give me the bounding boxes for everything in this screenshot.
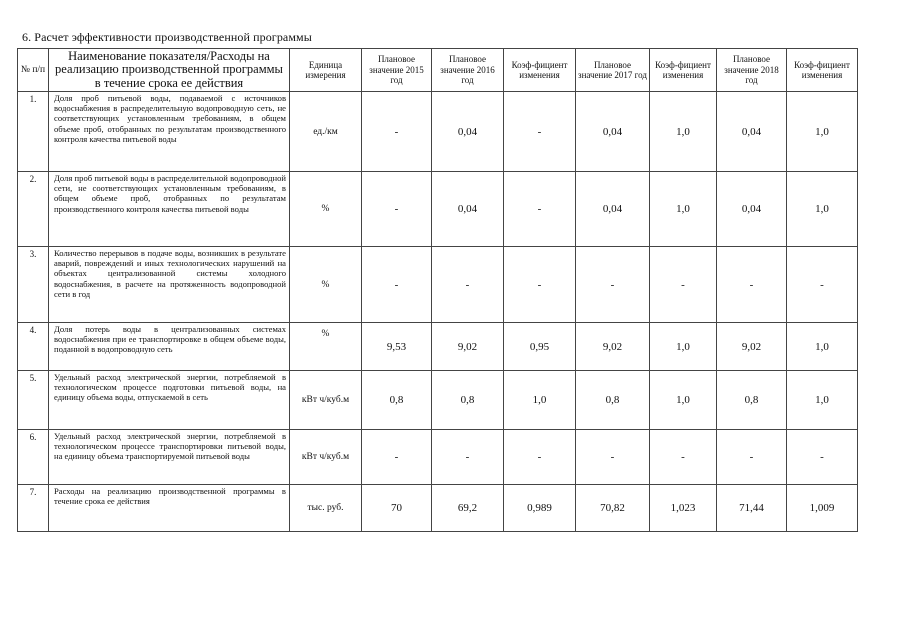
coef-2017-cell: 1,0: [650, 371, 717, 430]
coef-2018-cell: -: [787, 247, 858, 323]
table-row: [18, 247, 858, 323]
plan-2016-cell: -: [432, 430, 504, 485]
plan-2016-cell: 0,04: [432, 172, 504, 247]
plan-2018-cell: 9,02: [717, 323, 787, 371]
plan-2018-cell: -: [717, 430, 787, 485]
plan-2018-cell: 0,04: [717, 172, 787, 247]
coef-2016-cell: -: [504, 92, 576, 172]
coef-2018-cell: 1,009: [787, 485, 858, 532]
row-number: 6.: [18, 430, 49, 485]
coef-2018-cell: 1,0: [787, 172, 858, 247]
coef-2016-cell: 0,95: [504, 323, 576, 371]
row-number: 3.: [18, 247, 49, 323]
header-coef-2017: Коэф-фициент изменения: [650, 49, 717, 92]
table-row: [18, 323, 858, 371]
row-number: 2.: [18, 172, 49, 247]
row-number: 5.: [18, 371, 49, 430]
header-plan-2018: Плановое значение 2018 год: [717, 49, 787, 92]
plan-2015-cell: -: [362, 92, 432, 172]
plan-2018-cell: 0,04: [717, 92, 787, 172]
plan-2015-cell: 0,8: [362, 371, 432, 430]
indicator-name: Удельный расход электрической энергии, потребляемой в технологическом процессе транспортировки питьевой воды, на единицу объема транспортируемой питьевой воды: [49, 430, 290, 485]
plan-2018-cell: 71,44: [717, 485, 787, 532]
plan-2015-cell: 70: [362, 485, 432, 532]
unit-cell: %: [290, 323, 362, 371]
coef-2016-cell: -: [504, 172, 576, 247]
indicator-name: Доля проб питьевой воды, подаваемой с источников водоснабжения в распределительную водопроводную сеть, не соответствующих установленным требованиям, в общем объеме проб, отобранных по результатам производственного контроля качества питьевой воды: [49, 92, 290, 172]
indicator-name: Расходы на реализацию производственной программы в течение срока ее действия: [49, 485, 290, 532]
header-unit: Единица измерения: [290, 49, 362, 92]
efficiency-table: [17, 48, 858, 532]
indicator-name: Удельный расход электрической энергии, потребляемой в технологическом процессе подготовки питьевой воды, на единицу объема воды, отпускаемой в сеть: [49, 371, 290, 430]
unit-cell: %: [290, 247, 362, 323]
coef-2016-cell: -: [504, 247, 576, 323]
coef-2017-cell: 1,0: [650, 172, 717, 247]
plan-2017-cell: 0,04: [576, 92, 650, 172]
header-coef-2018: Коэф-фициент изменения: [787, 49, 858, 92]
table-row: [18, 485, 858, 532]
unit-cell: кВт ч/куб.м: [290, 371, 362, 430]
coef-2016-cell: 1,0: [504, 371, 576, 430]
row-number: 1.: [18, 92, 49, 172]
coef-2016-cell: 0,989: [504, 485, 576, 532]
table-row: [18, 430, 858, 485]
plan-2017-cell: 70,82: [576, 485, 650, 532]
coef-2018-cell: -: [787, 430, 858, 485]
plan-2015-cell: 9,53: [362, 323, 432, 371]
indicator-name: Количество перерывов в подаче воды, возникших в результате аварий, повреждений и иных технологических нарушений на объектах централизованной системы холодного водоснабжения, в расчете на протяженность водопроводной сети в год: [49, 247, 290, 323]
table-row: [18, 172, 858, 247]
plan-2018-cell: 0,8: [717, 371, 787, 430]
plan-2016-cell: -: [432, 247, 504, 323]
unit-cell: кВт ч/куб.м: [290, 430, 362, 485]
coef-2018-cell: 1,0: [787, 323, 858, 371]
header-name: Наименование показателя/Расходы на реализацию производственной программы в течение срока ее действия: [49, 49, 290, 92]
page-title: 6. Расчет эффективности производственной программы: [22, 30, 312, 44]
unit-cell: тыс. руб.: [290, 485, 362, 532]
plan-2016-cell: 0,8: [432, 371, 504, 430]
coef-2017-cell: 1,0: [650, 323, 717, 371]
coef-2017-cell: -: [650, 430, 717, 485]
table-header-row: [18, 49, 858, 92]
indicator-name: Доля потерь воды в централизованных системах водоснабжения при ее транспортировке в общем объеме воды, поданной в водопроводную сеть: [49, 323, 290, 371]
plan-2017-cell: 9,02: [576, 323, 650, 371]
plan-2015-cell: -: [362, 247, 432, 323]
header-plan-2016: Плановое значение 2016 год: [432, 49, 504, 92]
coef-2017-cell: -: [650, 247, 717, 323]
unit-cell: ед./км: [290, 92, 362, 172]
plan-2016-cell: 9,02: [432, 323, 504, 371]
unit-cell: %: [290, 172, 362, 247]
plan-2015-cell: -: [362, 430, 432, 485]
coef-2017-cell: 1,023: [650, 485, 717, 532]
coef-2018-cell: 1,0: [787, 371, 858, 430]
row-number: 7.: [18, 485, 49, 532]
plan-2016-cell: 0,04: [432, 92, 504, 172]
table-row: [18, 371, 858, 430]
row-number: 4.: [18, 323, 49, 371]
header-plan-2015: Плановое значение 2015 год: [362, 49, 432, 92]
coef-2016-cell: -: [504, 430, 576, 485]
plan-2017-cell: -: [576, 247, 650, 323]
coef-2017-cell: 1,0: [650, 92, 717, 172]
coef-2018-cell: 1,0: [787, 92, 858, 172]
header-coef-2016: Коэф-фициент изменения: [504, 49, 576, 92]
header-num: № п/п: [18, 49, 49, 92]
plan-2017-cell: -: [576, 430, 650, 485]
plan-2016-cell: 69,2: [432, 485, 504, 532]
plan-2017-cell: 0,04: [576, 172, 650, 247]
plan-2017-cell: 0,8: [576, 371, 650, 430]
table-row: [18, 92, 858, 172]
header-plan-2017: Плановое значение 2017 год: [576, 49, 650, 92]
plan-2015-cell: -: [362, 172, 432, 247]
plan-2018-cell: -: [717, 247, 787, 323]
indicator-name: Доля проб питьевой воды в распределительной водопроводной сети, не соответствующих установленным требованиям, в общем объеме проб, отобранных по результатам производственного контроля качества питьевой воды: [49, 172, 290, 247]
